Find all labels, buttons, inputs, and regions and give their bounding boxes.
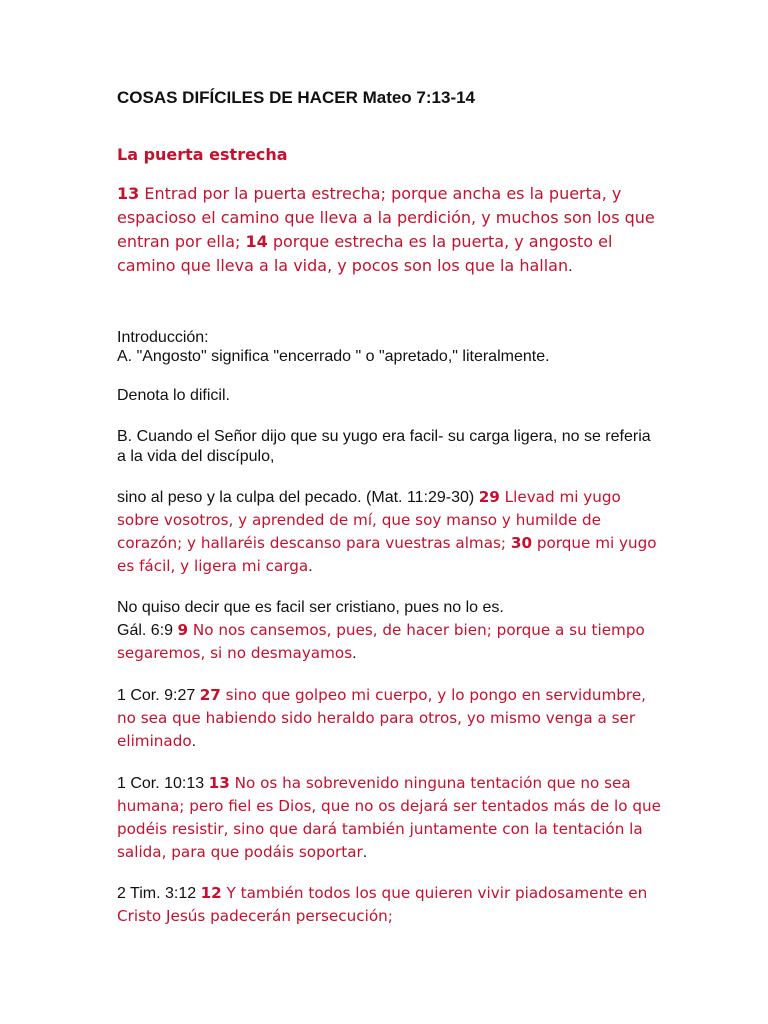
verse-number: 13 xyxy=(117,184,140,203)
verse-number: 30 xyxy=(510,534,533,552)
verse-reference: 2 Tim. 3:12 xyxy=(117,885,201,902)
intro-point-a: A. "Angosto" significa "encerrado " o "apretado," literalmente. xyxy=(117,348,550,365)
paragraph-sino xyxy=(117,486,662,578)
verse-text: sino que golpeo mi cuerpo, y lo pongo en servidumbre, no sea que habiendo sido heraldo para otros, yo mismo venga a ser eliminado xyxy=(117,686,647,750)
verse-text: Entrad por la puerta estrecha; porque ancha es la puerta, y espacioso el camino que lleva a la perdición, y muchos son los que entran por ella; xyxy=(117,184,655,251)
verse-text: porque estrecha es la puerta, y angosto el camino que lleva a la vida, y pocos son los que la hallan xyxy=(117,232,613,275)
verse-number: 29 xyxy=(478,488,500,506)
introduction xyxy=(117,328,657,366)
main-passage xyxy=(117,183,662,279)
section-subtitle: La puerta estrecha xyxy=(117,145,288,164)
paragraph-end: . xyxy=(352,645,357,662)
verse-text: porque mi yugo es fácil, y ligera mi carga xyxy=(117,534,657,575)
paragraph-end: . xyxy=(308,558,313,575)
paragraph-2tim xyxy=(117,882,662,928)
verse-text: Llevad mi yugo sobre vosotros, y aprended de mí, que soy manso y humilde de corazón; y hallaréis descanso para vuestras almas; xyxy=(117,488,621,552)
verse-number: 14 xyxy=(245,232,268,251)
verse-number: 9 xyxy=(177,621,189,639)
verse-text: No nos cansemos, pues, de hacer bien; porque a su tiempo segaremos, si no desmayamos xyxy=(117,621,645,662)
intro-point-b: B. Cuando el Señor dijo que su yugo era facil- su carga ligera, no se referia a la vida del discípulo, xyxy=(117,428,651,465)
passage-text xyxy=(117,184,655,275)
verse-reference: Gál. 6:9 xyxy=(117,622,178,639)
document-title: COSAS DIFÍCILES DE HACER Mateo 7:13-14 xyxy=(117,88,476,107)
paragraph-noquiso xyxy=(117,596,662,665)
paragraph-1cor10 xyxy=(117,772,662,864)
verse-reference: 1 Cor. 10:13 xyxy=(117,775,209,792)
verse-number: 27 xyxy=(199,686,221,704)
verse-reference: 1 Cor. 9:27 xyxy=(117,687,200,704)
verse-number: 13 xyxy=(208,774,230,792)
paragraph-1cor9 xyxy=(117,684,662,753)
denota-line: Denota lo dificil. xyxy=(117,387,230,404)
passage-end: . xyxy=(568,258,573,275)
verse-text: Y también todos los que quieren vivir piadosamente en Cristo Jesús padecerán persecución; xyxy=(117,884,648,925)
paragraph-lead: No quiso decir que es facil ser cristiano, pues no lo es. xyxy=(117,599,504,616)
paragraph-lead: sino al peso y la culpa del pecado. (Mat. 11:29-30) xyxy=(117,489,479,506)
paragraph-end: . xyxy=(191,733,197,750)
verse-number: 12 xyxy=(200,884,222,902)
paragraph-end: . xyxy=(362,844,368,861)
verse-text: No os ha sobrevenido ninguna tentación que no sea humana; pero fiel es Dios, que no os dejará ser tentados más de lo que podéis resistir, sino que dará también juntamente con la tentación la salida, para que podáis soportar xyxy=(117,774,661,861)
intro-heading: Introducción: xyxy=(117,329,209,346)
